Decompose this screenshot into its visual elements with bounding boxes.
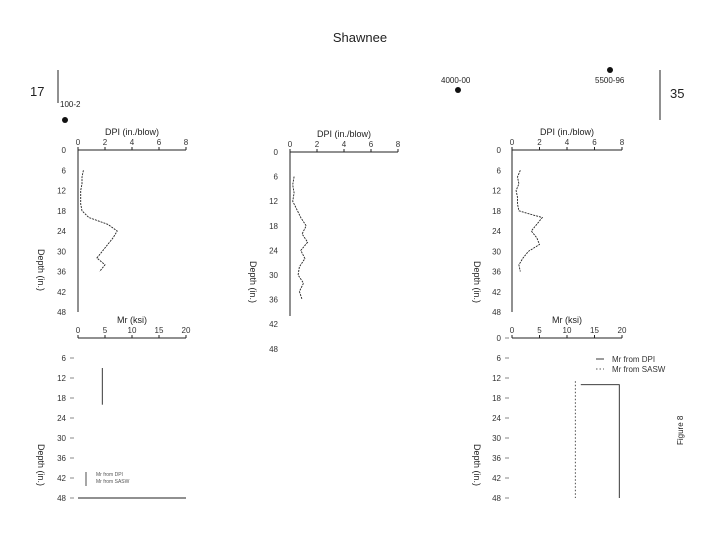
x-tick-label: 0 bbox=[287, 140, 293, 149]
y-tick-label: 0 bbox=[496, 146, 501, 155]
y-tick-label: 0 bbox=[496, 334, 501, 343]
y-tick-label: 42 bbox=[492, 474, 501, 483]
y-tick-label: 48 bbox=[57, 308, 66, 317]
x-tick-label: 8 bbox=[183, 138, 189, 147]
y-tick-label: 42 bbox=[269, 320, 278, 330]
y-tick-label: 24 bbox=[492, 227, 501, 236]
legend-entry: Mr from SASW bbox=[96, 479, 130, 485]
y-tick-label: 30 bbox=[269, 271, 278, 280]
series-line bbox=[516, 170, 542, 271]
site-label-4000-00: 4000-00 bbox=[441, 76, 471, 85]
x-tick-label: 20 bbox=[181, 326, 191, 335]
y-tick-label: 0 bbox=[61, 146, 66, 155]
y-axis-title: Depth (in.) bbox=[36, 443, 46, 487]
y-tick-label: 6 bbox=[496, 354, 501, 363]
x-axis-title: Mr (ksi) bbox=[552, 315, 582, 325]
x-tick-label: 10 bbox=[562, 326, 572, 335]
y-axis-title: Depth (in.) bbox=[472, 260, 482, 304]
y-axis-title: Depth (in.) bbox=[248, 260, 258, 304]
x-tick-label: 15 bbox=[590, 326, 599, 335]
y-tick-label: 12 bbox=[57, 186, 66, 196]
site-marker-5500-96 bbox=[607, 67, 613, 73]
series-line bbox=[81, 170, 118, 271]
figure-label: Figure 8 bbox=[676, 415, 685, 445]
y-tick-label: 30 bbox=[57, 247, 66, 257]
x-tick-label: 8 bbox=[619, 138, 625, 147]
y-tick-label: 6 bbox=[61, 166, 66, 176]
site-marker-4000-00 bbox=[455, 87, 461, 93]
y-tick-label: 12 bbox=[269, 197, 278, 207]
x-tick-label: 6 bbox=[592, 138, 597, 147]
site-label-100-2: 100-2 bbox=[60, 100, 81, 109]
site-marker-100-2 bbox=[62, 117, 68, 123]
y-tick-label: 36 bbox=[57, 267, 66, 277]
y-axis-title: Depth (in.) bbox=[472, 443, 482, 487]
x-tick-label: 2 bbox=[537, 138, 542, 147]
y-tick-label: 18 bbox=[57, 206, 66, 216]
x-tick-label: 4 bbox=[564, 138, 570, 147]
y-tick-label: 36 bbox=[57, 454, 66, 463]
site-label-5500-96: 5500-96 bbox=[595, 76, 625, 85]
y-tick-label: 42 bbox=[492, 287, 501, 297]
y-tick-label: 18 bbox=[492, 206, 501, 216]
y-tick-label: 24 bbox=[269, 246, 278, 256]
y-tick-label: 36 bbox=[492, 267, 501, 277]
legend-entry: Mr from SASW bbox=[612, 365, 666, 374]
y-tick-label: 0 bbox=[273, 148, 278, 157]
x-tick-label: 8 bbox=[395, 140, 401, 149]
x-tick-label: 6 bbox=[368, 140, 374, 149]
y-tick-label: 30 bbox=[492, 247, 501, 257]
y-tick-label: 12 bbox=[57, 374, 66, 383]
y-tick-label: 42 bbox=[57, 287, 66, 297]
y-tick-label: 36 bbox=[492, 454, 501, 463]
y-tick-label: 24 bbox=[57, 227, 66, 236]
x-tick-label: 4 bbox=[341, 140, 347, 149]
x-axis-title: DPI (in./blow) bbox=[539, 127, 595, 137]
x-axis-title: DPI (in./blow) bbox=[104, 127, 160, 137]
y-tick-label: 48 bbox=[492, 494, 501, 503]
x-tick-label: 10 bbox=[127, 326, 137, 335]
y-tick-label: 6 bbox=[273, 172, 278, 182]
x-tick-label: 2 bbox=[102, 138, 108, 147]
y-tick-label: 48 bbox=[269, 344, 278, 354]
y-tick-label: 30 bbox=[57, 434, 66, 443]
x-tick-label: 20 bbox=[617, 326, 627, 335]
x-tick-label: 15 bbox=[154, 326, 164, 335]
page-title: Shawnee bbox=[332, 30, 388, 45]
y-tick-label: 18 bbox=[57, 394, 66, 403]
page-number-right: 35 bbox=[670, 86, 685, 101]
x-tick-label: 0 bbox=[75, 326, 81, 335]
x-tick-label: 0 bbox=[509, 326, 515, 335]
series-line bbox=[581, 385, 620, 498]
y-tick-label: 6 bbox=[496, 166, 501, 176]
legend-entry: Mr from DPI bbox=[612, 355, 656, 364]
x-axis-title: DPI (in./blow) bbox=[316, 129, 372, 139]
x-axis-title: Mr (ksi) bbox=[117, 315, 147, 325]
y-tick-label: 24 bbox=[57, 414, 66, 423]
y-tick-label: 18 bbox=[492, 394, 501, 403]
y-tick-label: 6 bbox=[61, 354, 66, 363]
y-tick-label: 12 bbox=[492, 374, 501, 383]
series-line bbox=[293, 177, 308, 300]
y-tick-label: 48 bbox=[57, 494, 66, 503]
x-tick-label: 0 bbox=[75, 138, 81, 147]
x-tick-label: 0 bbox=[509, 138, 515, 147]
x-tick-label: 4 bbox=[129, 138, 135, 147]
y-tick-label: 18 bbox=[269, 221, 278, 231]
y-axis-title: Depth (in.) bbox=[36, 248, 46, 292]
x-tick-label: 6 bbox=[156, 138, 162, 147]
y-tick-label: 36 bbox=[269, 295, 278, 305]
x-tick-label: 2 bbox=[314, 140, 320, 149]
x-tick-label: 5 bbox=[102, 326, 108, 335]
y-tick-label: 12 bbox=[492, 186, 501, 196]
y-tick-label: 48 bbox=[492, 308, 501, 317]
legend-entry: Mr from DPI bbox=[96, 472, 123, 478]
y-tick-label: 42 bbox=[57, 474, 66, 483]
page-number-left: 17 bbox=[30, 84, 45, 99]
y-tick-label: 30 bbox=[492, 434, 501, 443]
y-tick-label: 24 bbox=[492, 414, 501, 423]
x-tick-label: 5 bbox=[537, 326, 542, 335]
